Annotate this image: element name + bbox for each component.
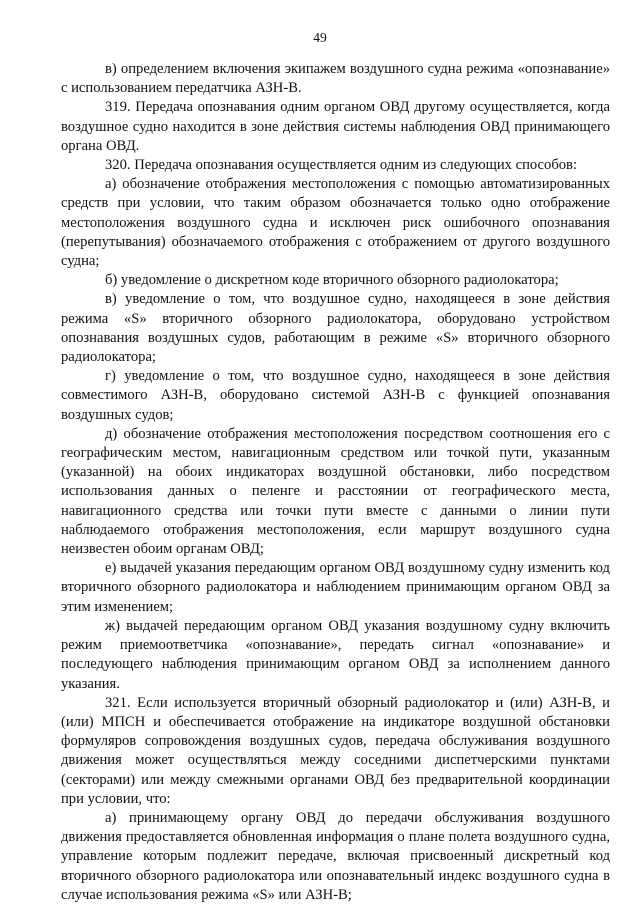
paragraph-319: 319. Передача опознавания одним органом ОВД другому осуществляется, когда воздушное судно находится в зоне действия системы наблюдения ОВД принимающего органа ОВД. — [61, 99, 610, 154]
paragraph-320-d: д) обозначение отображения местоположения посредством соотношения его с географическим местом, навигационным средством или точкой пути, указанным (указанной) на обоих индикаторах воздушной обстановки, либо посредством использования данных о пеленге и расстоянии от географического места, навигационного средства или точки пути вместе с данными о линии пути наблюдаемого отображения местоположения, если маршрут воздушного судна неизвестен обоим органам ОВД; — [61, 425, 610, 558]
document-body — [61, 60, 610, 905]
paragraph-320-a: а) обозначение отображения местоположения с помощью автоматизированных средств при условии, что таким образом обозначается только одно отображение местоположения воздушного судна и исключен риск ошибочного опознавания (перепутывания) обозначаемого отображения с отображением от другого воздушного судна; — [61, 176, 610, 270]
paragraph-320: 320. Передача опознавания осуществляется одним из следующих способов: — [105, 157, 578, 174]
paragraph-320-zh: ж) выдачей передающим органом ОВД указания воздушному судну включить режим приемоответчика «опознавание», передать сигнал «опознавание» и последующего наблюдения принимающим органом ОВД за исполнением данного указания. — [61, 617, 610, 692]
paragraph-321: 321. Если используется вторичный обзорный радиолокатор и (или) АЗН-В, и (или) МПСН и обеспечивается отображение на индикаторе воздушной обстановки формуляров сопровождения воздушных судов, передача обслуживания воздушного движения может осуществляться между соседними диспетчерскими пунктами (секторами) или между смежными органами ОВД без предварительной координации при условии, что: — [61, 694, 610, 807]
paragraph-320-e: е) выдачей указания передающим органом ОВД воздушному судну изменить код вторичного обзорного радиолокатора и наблюдением принимающим органом ОВД за этим изменением; — [61, 560, 610, 615]
paragraph-320-b: б) уведомление о дискретном коде вторичного обзорного радиолокатора; — [105, 272, 559, 289]
paragraph-item-v-identification-mode: в) определением включения экипажем воздушного судна режима «опознавание» с использованием передатчика АЗН-В. — [61, 61, 610, 97]
paragraph-321-a: а) принимающему органу ОВД до передачи обслуживания воздушного движения предоставляется обновленная информация о плане полета воздушного судна, управление которым подлежит передаче, включая присвоенный дискретный код вторичного обзорного радиолокатора или опознавательный индекс воздушного судна в случае использования режима «S» или АЗН-В; — [61, 809, 610, 903]
paragraph-320-v: в) уведомление о том, что воздушное судно, находящееся в зоне действия режима «S» вторичного обзорного радиолокатора, оборудовано устройством опознавания воздушных судов, работающим в режиме «S» вторичного обзорного радиолокатора; — [61, 291, 610, 366]
paragraph-320-g: г) уведомление о том, что воздушное судно, находящееся в зоне действия совместимого АЗН-В, оборудовано системой АЗН-В с функцией опознавания воздушных судов; — [61, 368, 610, 423]
page-number: 49 — [313, 30, 327, 45]
